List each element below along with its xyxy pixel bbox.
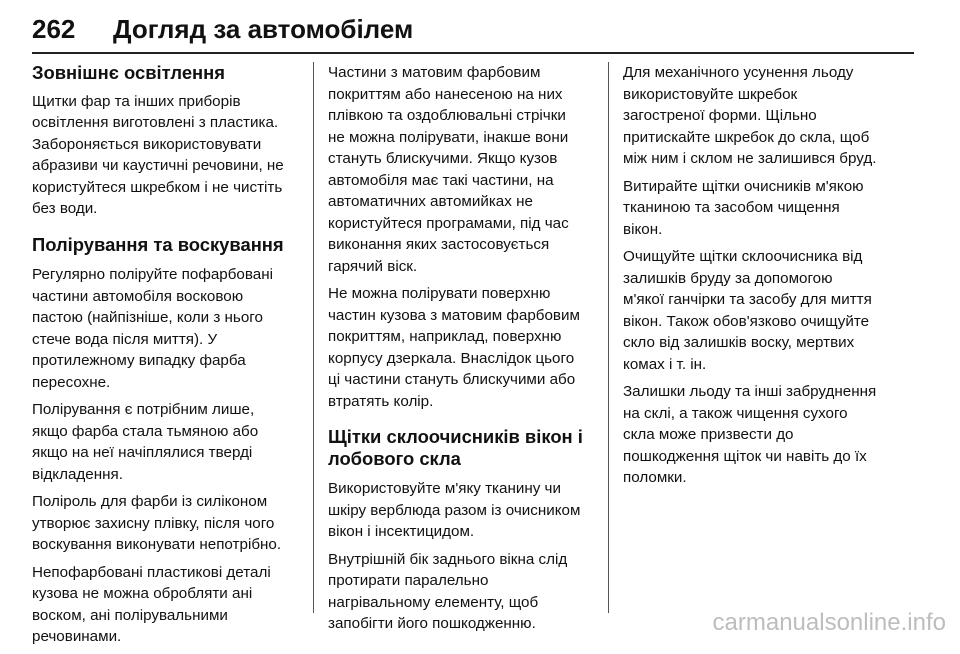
text-line: протирати паралельно [328, 572, 489, 589]
paragraph [328, 549, 604, 635]
paragraph [328, 478, 604, 543]
text-line: утворює захисну плівку, після чого [32, 514, 275, 532]
text-line: між ним і склом не залишився бруд. [623, 150, 877, 167]
section-heading-polishing-waxing: Полірування та воскування [32, 233, 284, 255]
text-line: м'якої ганчірки та засобу для миття [623, 291, 872, 308]
text-line: покриттям, наприклад, поверхню [328, 328, 562, 345]
text-column-3 [623, 62, 899, 495]
text-line: Не можна полірувати поверхню [328, 285, 551, 302]
text-line: протилежному випадку фарба [32, 352, 246, 369]
text-line: ці частини стануть блискучими або [328, 371, 576, 388]
section-heading-exterior-lighting: Зовнішнє освітлення [32, 62, 225, 83]
text-line: Внутрішній бік заднього вікна слід [328, 550, 568, 568]
text-line: освітлення виготовлені з пластика. [32, 114, 279, 131]
text-line: речовинами. [32, 628, 122, 645]
text-line: шкіру верблюда разом із очисником [328, 501, 581, 519]
text-line: воском, ані полірувальними [32, 606, 228, 624]
text-line: Полірування є потрібним лише, [32, 401, 255, 418]
text-line: частини автомобіля восковою [32, 287, 244, 305]
text-line: гарячий віск. [328, 257, 418, 275]
column-divider-1 [313, 62, 314, 613]
paragraph [32, 562, 308, 648]
heading-line: лобового скла [328, 447, 461, 469]
text-line: нагрівальному елементу, щоб [328, 593, 539, 611]
text-line: покриттям або нанесеною на них [328, 85, 563, 103]
text-line: скло від залишків воску, мертвих [623, 334, 855, 351]
text-line: вікон. Також обов'язково очищуйте [623, 312, 870, 330]
text-line: користуйтеся програмами, під час [328, 214, 569, 232]
text-line: Регулярно поліруйте пофарбовані [32, 266, 273, 283]
text-line: використовуйте шкребок [623, 85, 798, 103]
page-header [32, 8, 914, 54]
heading-line: Щітки склоочисників вікон і [328, 426, 583, 447]
text-line: Поліроль для фарби із силіконом [32, 493, 268, 510]
text-line: частин кузова з матовим фарбовим [328, 306, 580, 324]
text-line: Щитки фар та інших приборів [32, 92, 241, 110]
text-line: якщо на неї начіплялися тверді [32, 444, 253, 461]
text-line: тканиною та засобом чищення [623, 199, 840, 216]
text-line: поломки. [623, 469, 687, 486]
column-divider-2 [608, 62, 609, 613]
paragraph [623, 62, 899, 170]
paragraph [328, 62, 604, 277]
page-title: Догляд за автомобілем [113, 14, 414, 44]
text-line: Витирайте щітки очисників м'якою [623, 177, 864, 195]
text-line: пересохне. [32, 373, 111, 391]
watermark: carmanualsonline.info [712, 609, 946, 636]
text-line: Для механічного усунення льоду [623, 64, 854, 81]
text-column-2 [328, 62, 604, 641]
text-line: комах і т. ін. [623, 355, 707, 373]
text-line: воскування виконувати непотрібно. [32, 536, 282, 553]
text-line: запобігти його пошкодженню. [328, 615, 536, 632]
text-line: на склі, а також чищення сухого [623, 404, 848, 422]
text-line: Частини з матовим фарбовим [328, 64, 541, 81]
paragraph [32, 399, 308, 485]
text-line: пошкодження щіток чи навіть до їх [623, 447, 867, 465]
text-line: автоматичних автомийках не [328, 193, 533, 210]
text-line: скла може призвести до [623, 426, 794, 443]
text-line: абразиви чи каустичні речовини, не [32, 157, 284, 174]
text-line: якщо фарба стала тьмяною або [32, 422, 259, 440]
paragraph [623, 381, 899, 489]
text-line: стече вода після миття). У [32, 330, 218, 348]
text-line: корпусу дзеркала. Внаслідок цього [328, 349, 575, 367]
paragraph [32, 491, 308, 556]
text-line: не можна полірувати, інакше вони [328, 128, 569, 146]
text-line: Залишки льоду та інші забруднення [623, 383, 877, 400]
text-line: виконання яких застосовується [328, 236, 550, 253]
paragraph [328, 283, 604, 412]
paragraph [623, 176, 899, 241]
text-line: загостреної форми. Щільно [623, 107, 817, 124]
section-heading-wiper-blades [328, 426, 604, 469]
text-line: пастою (найпізніше, коли з нього [32, 309, 263, 326]
paragraph [32, 264, 308, 393]
paragraph [623, 246, 899, 375]
text-line: плівкою та оздоблювальні стрічки [328, 107, 566, 124]
text-column-1 [32, 62, 308, 654]
text-line: автомобіля має такі частини, на [328, 171, 554, 189]
text-line: Використовуйте м'яку тканину чи [328, 480, 561, 497]
text-line: вікон. [623, 220, 663, 238]
text-line: кузова не можна обробляти ані [32, 585, 253, 602]
text-line: втратять колір. [328, 392, 434, 410]
text-line: користуйтеся шкребком і не чистіть [32, 178, 283, 196]
text-line: Забороняється використовувати [32, 135, 262, 153]
text-line: без води. [32, 200, 98, 217]
paragraph [32, 91, 308, 220]
text-line: притискайте шкребок до скла, щоб [623, 128, 870, 146]
text-line: вікон і інсектицидом. [328, 523, 475, 540]
text-line: Непофарбовані пластикові деталі [32, 563, 271, 581]
text-line: залишків бруду за допомогою [623, 269, 833, 287]
page-number: 262 [32, 14, 76, 44]
text-line: Очищуйте щітки склоочисника від [623, 248, 863, 265]
text-line: стануть блискучими. Якщо кузов [328, 150, 558, 167]
text-line: відкладення. [32, 465, 123, 483]
